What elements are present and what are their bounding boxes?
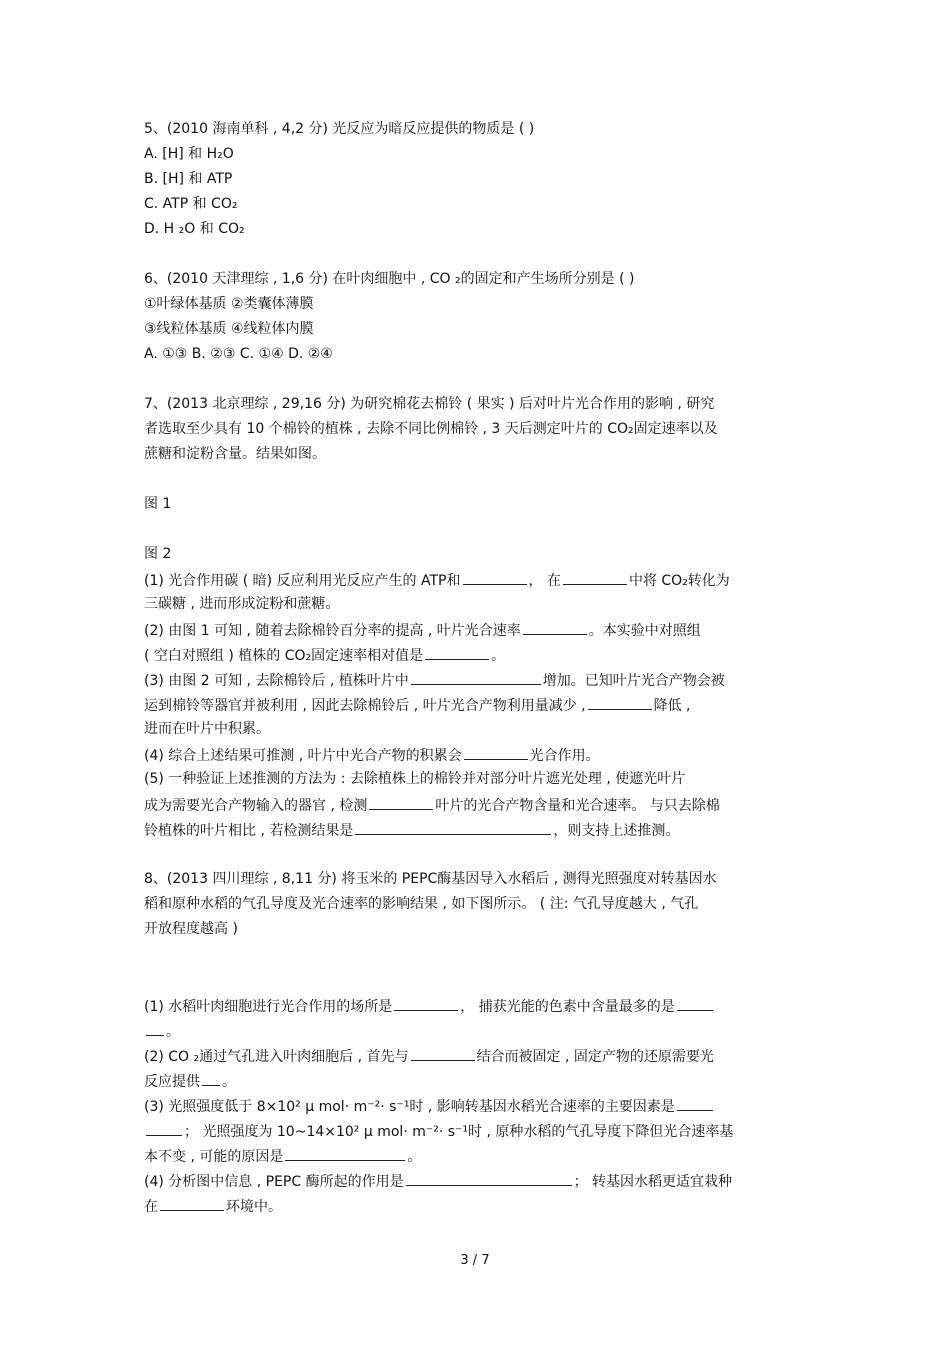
q7-part-5-line-3: 铃植株的叶片相比 , 若检测结果是 ，则支持上述推测。 <box>144 820 679 840</box>
answer-blank[interactable] <box>355 820 551 835</box>
q7-stem-line-2: 者选取至少具有 10 个棉铃的植株 , 去除不同比例棉铃 , 3 天后测定叶片的 CO₂固定速率以及 <box>144 421 718 437</box>
q7-stem-line-3: 蔗糖和淀粉含量。结果如图。 <box>144 446 326 462</box>
q8-part-3-line-1: (3) 光照强度低于 8×10² μ mol· m⁻²· s⁻¹时 , 影响转基因水稻光合速率的主要因素是 <box>144 1096 715 1116</box>
q8-part-3-line-3: 本不变 , 可能的原因是 。 <box>144 1146 421 1166</box>
answer-blank[interactable] <box>146 1021 164 1036</box>
q6-stem: 6、(2010 天津理综 , 1,6 分) 在叶肉细胞中 , CO ₂的固定和产生场所分别是 ( ) <box>144 271 635 287</box>
q6-options: A. ①③ B. ②③ C. ①④ D. ②④ <box>144 346 333 362</box>
q7-part-5-line-2: 成为需要光合产物输入的器官 , 检测 叶片的光合产物含量和光合速率。 与只去除棉 <box>144 795 720 815</box>
q6-items-2: ③线粒体基质 ④线粒体内膜 <box>144 321 314 337</box>
q8-part-1-line-2: 。 <box>144 1021 180 1041</box>
q7-part-3-line-2: 运到棉铃等器官并被利用 , 因此去除棉铃后 , 叶片光合产物利用量减少 , 降低 , <box>144 695 691 715</box>
q7-part-1-line-1: (1) 光合作用碳 ( 暗) 反应利用光反应产生的 ATP和 ， 在 中将 CO₂转化为 <box>144 570 730 590</box>
q7-part-4: (4) 综合上述结果可推测 , 叶片中光合产物的积累会 光合作用。 <box>144 745 600 765</box>
q8-part-1-line-1: (1) 水稻叶肉细胞进行光合作用的场所是 ， 捕获光能的色素中含量最多的是 <box>144 996 715 1016</box>
page-number: 3 / 7 <box>460 1253 490 1268</box>
answer-blank[interactable] <box>677 1096 713 1111</box>
q7-part-3-line-1: (3) 由图 2 可知 , 去除棉铃后 , 植株叶片中 增加。已知叶片光合产物会被 <box>144 670 725 690</box>
answer-blank[interactable] <box>202 1071 220 1086</box>
q7-part-2-line-2: ( 空白对照组 ) 植株的 CO₂固定速率相对值是 。 <box>144 645 505 665</box>
q8-part-3-line-2: ； 光照强度为 10~14×10² μ mol· m⁻²· s⁻¹时 , 原种水稻的气孔导度下降但光合速率基 <box>144 1121 733 1141</box>
q7-figure-2-label: 图 2 <box>144 546 172 562</box>
answer-blank[interactable] <box>677 996 713 1011</box>
answer-blank[interactable] <box>394 996 458 1011</box>
answer-blank[interactable] <box>411 670 541 685</box>
q8-part-2-line-2: 反应提供 。 <box>144 1071 236 1091</box>
q7-stem-line-1: 7、(2013 北京理综 , 29,16 分) 为研究棉花去棉铃 ( 果实 ) 后对叶片光合作用的影响 , 研究 <box>144 396 715 412</box>
q7-part-5-line-1: (5) 一种验证上述推测的方法为 : 去除植株上的棉铃并对部分叶片遮光处理 , 使遮光叶片 <box>144 771 686 787</box>
q7-figure-1-label: 图 1 <box>144 496 172 512</box>
q8-stem-line-3: 开放程度越高 ) <box>144 921 238 937</box>
q5-option-c: C. ATP 和 CO₂ <box>144 196 238 212</box>
q8-part-4-line-1: (4) 分析图中信息 , PEPC 酶所起的作用是 ； 转基因水稻更适宜栽种 <box>144 1171 732 1191</box>
answer-blank[interactable] <box>464 745 528 760</box>
answer-blank[interactable] <box>425 645 489 660</box>
answer-blank[interactable] <box>588 695 652 710</box>
answer-blank[interactable] <box>523 620 587 635</box>
q5-stem: 5、(2010 海南单科 , 4,2 分) 光反应为暗反应提供的物质是 ( ) <box>144 121 535 137</box>
q8-stem-line-1: 8、(2013 四川理综 , 8,11 分) 将玉米的 PEPC酶基因导入水稻后 , 测得光照强度对转基因水 <box>144 871 717 887</box>
answer-blank[interactable] <box>411 1046 475 1061</box>
q5-option-b: B. [H] 和 ATP <box>144 171 233 187</box>
q7-part-1-line-2: 三碳糖 , 进而形成淀粉和蔗糖。 <box>144 596 340 612</box>
answer-blank[interactable] <box>406 1171 572 1186</box>
q8-stem-line-2: 稻和原种水稻的气孔导度及光合速率的影响结果 , 如下图所示。 ( 注: 气孔导度越大 , 气孔 <box>144 896 699 912</box>
answer-blank[interactable] <box>285 1146 405 1161</box>
answer-blank[interactable] <box>463 570 527 585</box>
q8-part-4-line-2: 在 环境中。 <box>144 1196 282 1216</box>
q5-option-d: D. H ₂O 和 CO₂ <box>144 221 245 237</box>
q8-part-2-line-1: (2) CO ₂通过气孔进入叶肉细胞后 , 首先与 结合而被固定 , 固定产物的还原需要光 <box>144 1046 714 1066</box>
q6-items-1: ①叶绿体基质 ②类囊体薄膜 <box>144 296 314 312</box>
q7-part-3-line-3: 进而在叶片中积累。 <box>144 721 270 737</box>
answer-blank[interactable] <box>146 1121 182 1136</box>
answer-blank[interactable] <box>563 570 627 585</box>
answer-blank[interactable] <box>160 1196 224 1211</box>
q7-part-2-line-1: (2) 由图 1 可知 , 随着去除棉铃百分率的提高 , 叶片光合速率 。本实验中对照组 <box>144 620 701 640</box>
answer-blank[interactable] <box>369 795 433 810</box>
q5-option-a: A. [H] 和 H₂O <box>144 146 234 162</box>
